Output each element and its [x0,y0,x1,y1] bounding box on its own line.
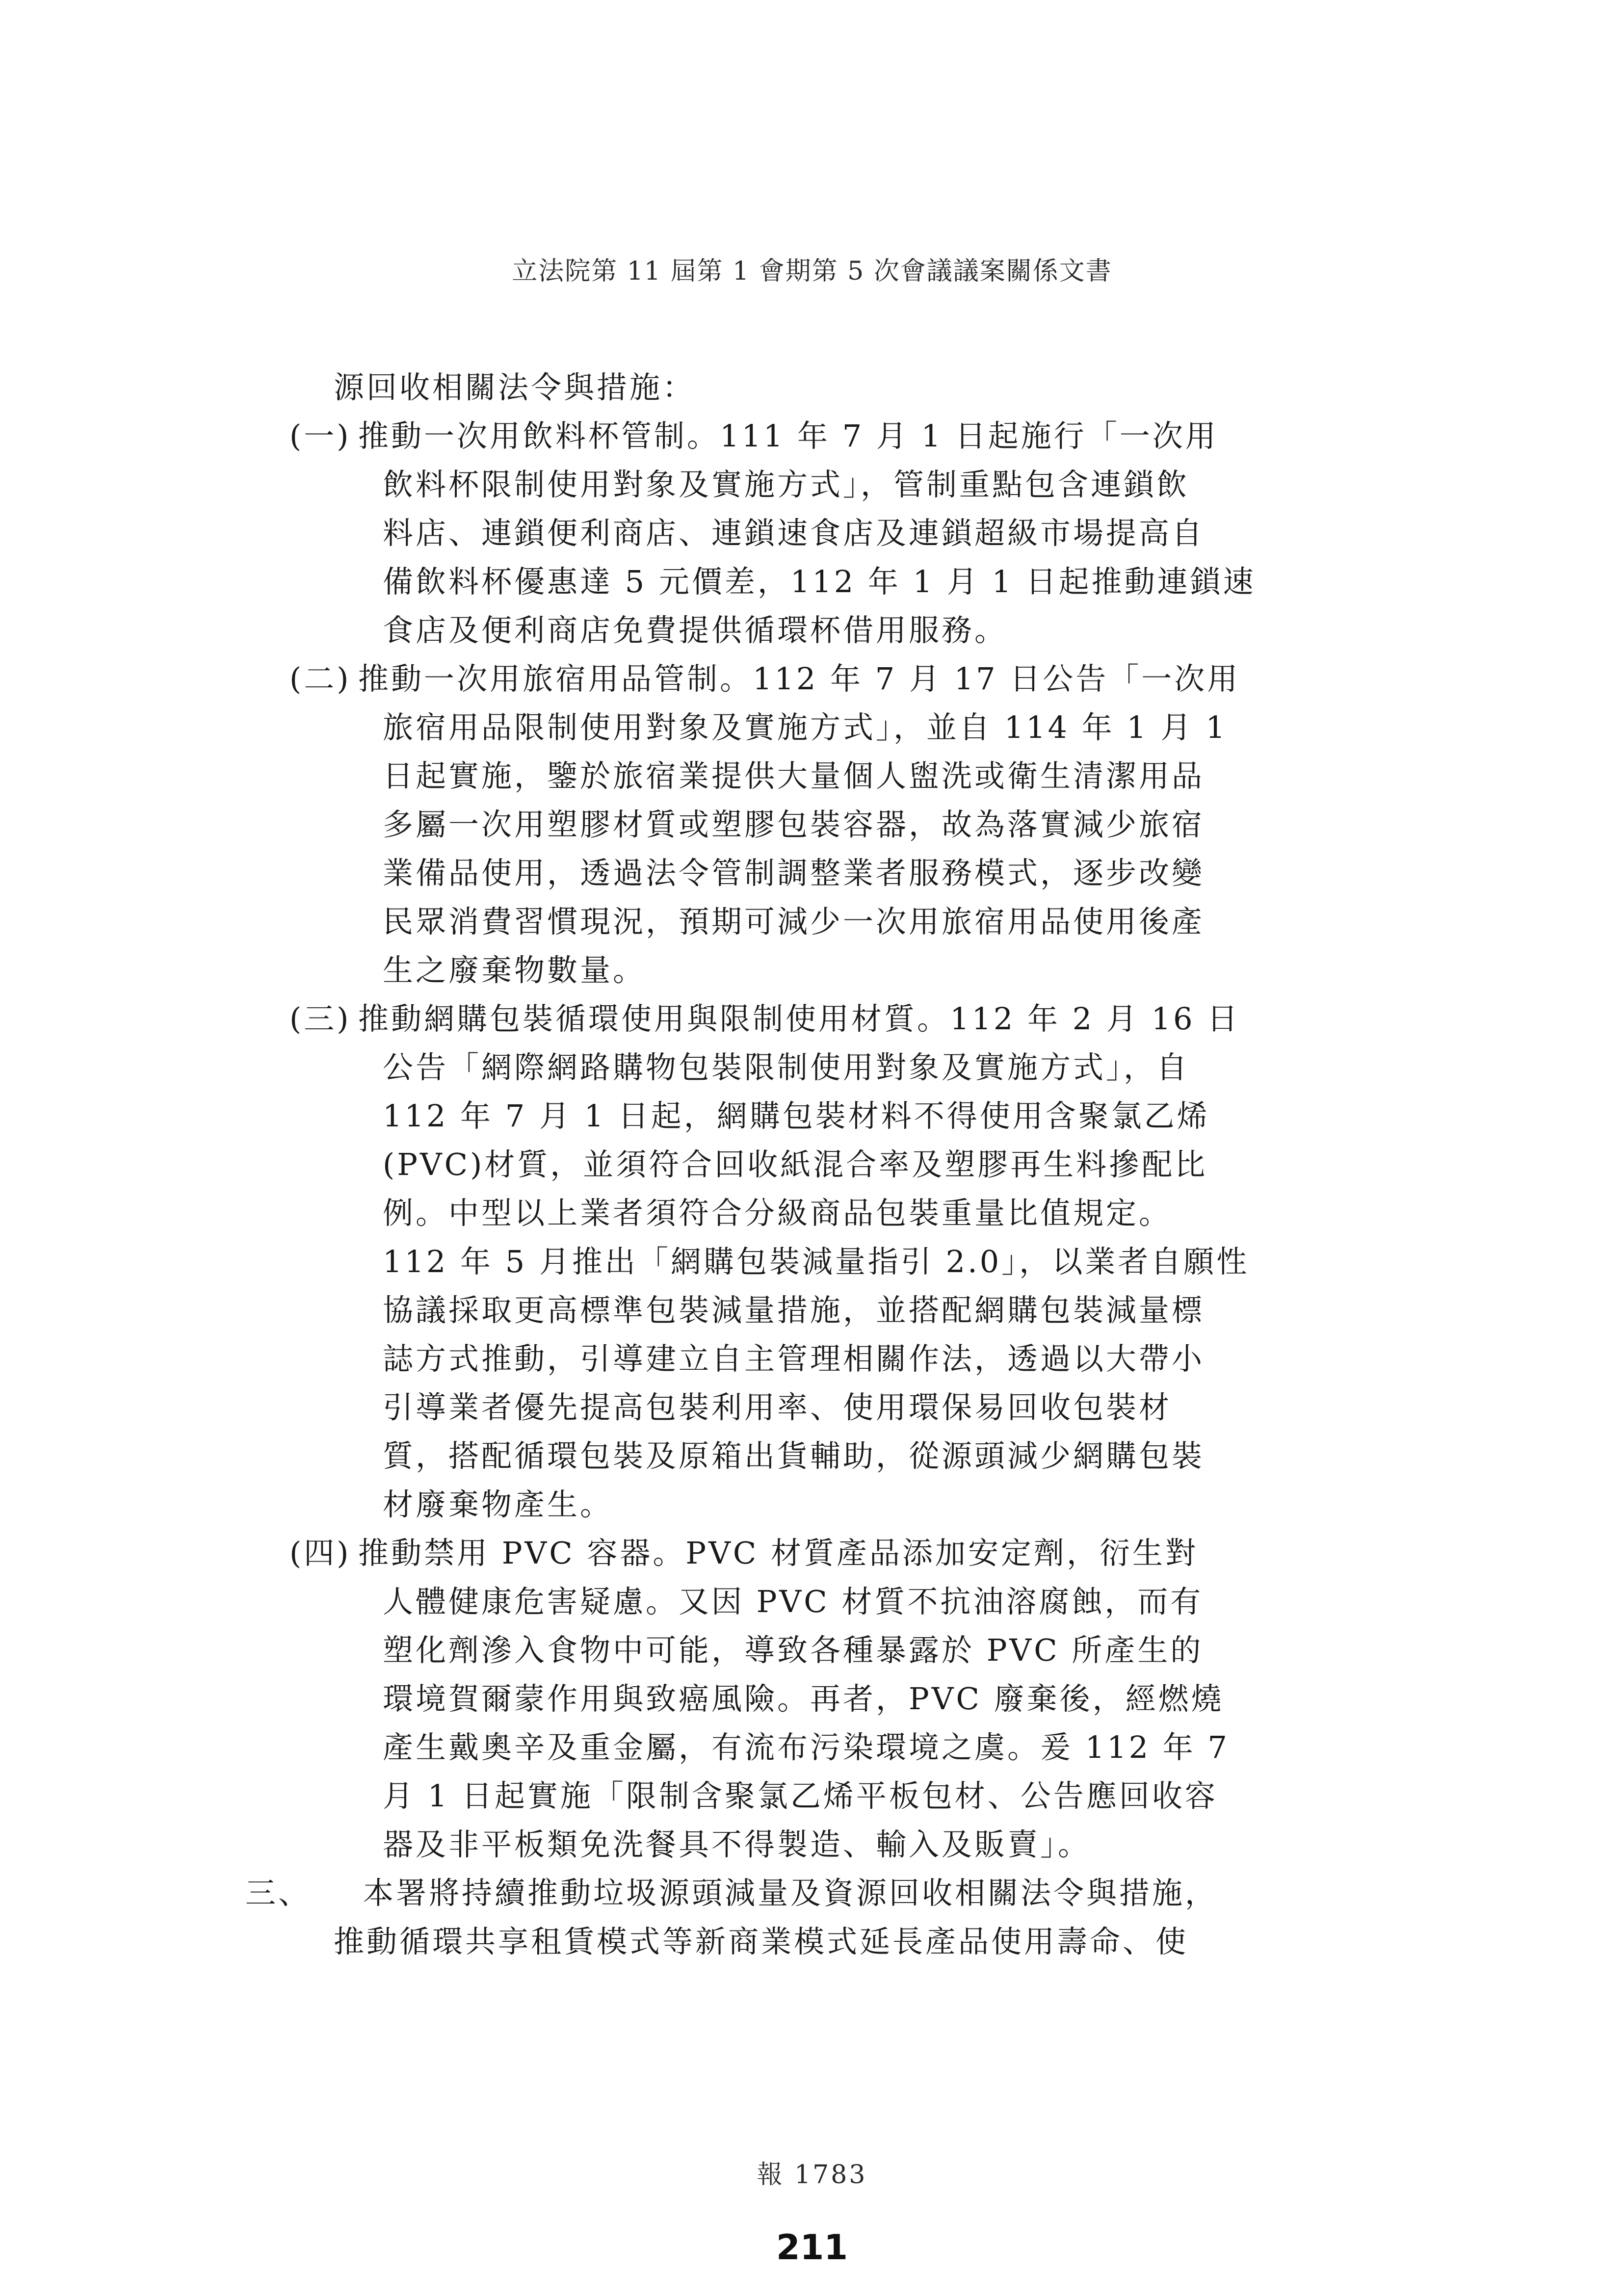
item-line: 器及非平板類免洗餐具不得製造、輸入及販賣」。 [383,1826,1091,1862]
item-line: 飲料杯限制使用對象及實施方式」，管制重點包含連鎖飲 [383,467,1190,502]
item-line: 推動一次用飲料杯管制。111 年 7 月 1 日起施行「一次用 [358,418,1218,454]
item-line: 民眾消費習慣現況，預期可減少一次用旅宿用品使用後產 [383,904,1205,939]
item-marker: (四) [289,1535,351,1571]
section-line: 本署將持續推動垃圾源頭減量及資源回收相關法令與措施， [363,1875,1218,1911]
item-line: 產生戴奧辛及重金屬，有流布污染環境之虞。爰 112 年 7 [383,1729,1230,1765]
item-line: 112 年 5 月推出「網購包裝減量指引 2.0」，以業者自願性 [383,1244,1250,1279]
list-item-3 [265,994,1359,1529]
page-number: 211 [776,2227,848,2268]
item-line: 月 1 日起實施「限制含聚氯乙烯平板包材、公告應回收容 [383,1778,1218,1814]
running-header: 立法院第 11 屆第 1 會期第 5 次會議議案關係文書 [512,257,1112,286]
item-line: 112 年 7 月 1 日起，網購包裝材料不得使用含聚氯乙烯 [383,1098,1210,1134]
item-line: 食店及便利商店免費提供循環杯借用服務。 [383,612,1008,648]
item-line: 推動禁用 PVC 容器。PVC 材質產品添加安定劑，衍生對 [358,1535,1198,1571]
item-line: 材廢棄物產生。 [383,1487,613,1522]
item-line: 公告「網際網路購物包裝限制使用對象及實施方式」，自 [383,1049,1190,1085]
item-line: 例。中型以上業者須符合分級商品包裝重量比值規定。 [383,1195,1172,1231]
item-line: 協議採取更高標準包裝減量措施，並搭配網購包裝減量標 [383,1292,1205,1328]
body-text [245,363,1359,1966]
item-line: 日起實施，鑒於旅宿業提供大量個人盥洗或衛生清潔用品 [383,758,1205,794]
item-marker: (一) [289,418,351,454]
list-item-2 [265,654,1359,994]
item-line: 塑化劑滲入食物中可能，導致各種暴露於 PVC 所產生的 [383,1632,1204,1668]
item-line: 引導業者優先提高包裝利用率、使用環保易回收包裝材 [383,1389,1172,1425]
item-line: 備飲料杯優惠達 5 元價差，112 年 1 月 1 日起推動連鎖速 [383,564,1256,600]
item-line: 生之廢棄物數量。 [383,952,646,988]
section-marker: 三、 [245,1875,312,1911]
item-marker: (三) [289,1001,351,1037]
item-line: 旅宿用品限制使用對象及實施方式」，並自 114 年 1 月 1 [383,709,1228,745]
item-line: 推動一次用旅宿用品管制。112 年 7 月 17 日公告「一次用 [358,661,1240,697]
list-item-1 [265,412,1359,654]
section-line: 推動循環共享租賃模式等新商業模式延長產品使用壽命、使 [334,1924,1189,1959]
page-reference: 報 1783 [757,2160,867,2190]
list-item-4 [265,1529,1359,1869]
item-line: 誌方式推動，引導建立自主管理相關作法，透過以大帶小 [383,1341,1205,1377]
intro-line: 源回收相關法令與措施： [334,369,696,405]
item-line: 環境賀爾蒙作用與致癌風險。再者，PVC 廢棄後，經燃燒 [383,1681,1224,1717]
section-3 [245,1869,1359,1966]
item-line: 質，搭配循環包裝及原箱出貨輔助，從源頭減少網購包裝 [383,1438,1205,1474]
item-line: 料店、連鎖便利商店、連鎖速食店及連鎖超級市場提高自 [383,515,1205,551]
item-line: (PVC)材質，並須符合回收紙混合率及塑膠再生料摻配比 [383,1147,1208,1182]
item-line: 多屬一次用塑膠材質或塑膠包裝容器，故為落實減少旅宿 [383,807,1205,842]
item-line: 人體健康危害疑慮。又因 PVC 材質不抗油溶腐蝕，而有 [383,1584,1204,1619]
item-line: 推動網購包裝循環使用與限制使用材質。112 年 2 月 16 日 [358,1001,1240,1037]
item-line: 業備品使用，透過法令管制調整業者服務模式，逐步改變 [383,855,1205,891]
item-marker: (二) [289,661,351,697]
